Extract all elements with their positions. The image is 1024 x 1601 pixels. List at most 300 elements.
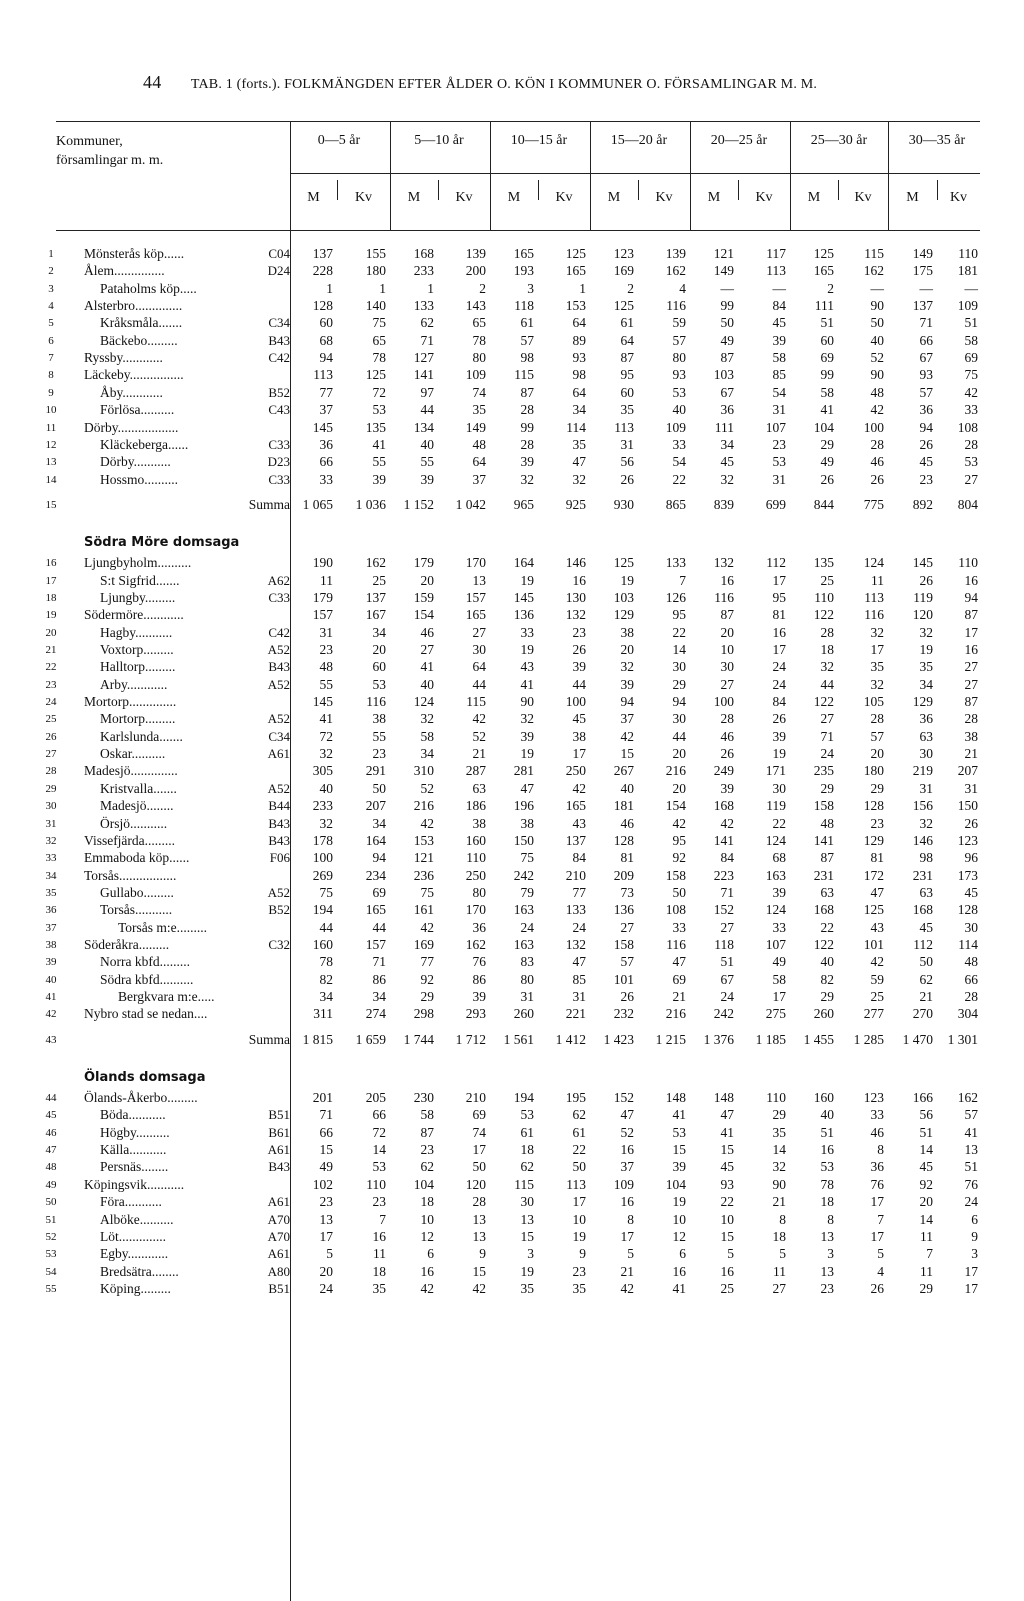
value-cell: 67 <box>720 971 734 987</box>
value-cell: 57 <box>964 1107 978 1123</box>
value-cell: 75 <box>372 315 386 331</box>
value-cell: 83 <box>520 954 534 970</box>
value-cell: 32 <box>870 624 884 640</box>
place-name: Mönsterås köp...... <box>84 246 185 261</box>
value-cell: 20 <box>420 572 434 588</box>
value-cell: 62 <box>420 1159 434 1175</box>
value-cell: 23 <box>372 1194 386 1210</box>
value-cell: 53 <box>372 402 386 418</box>
value-cell: 73 <box>620 884 634 900</box>
value-cell: 1 712 <box>455 1031 486 1047</box>
value-cell: 16 <box>964 572 978 588</box>
value-cell: 45 <box>964 884 978 900</box>
place-name: S:t Sigfrid....... <box>100 572 180 588</box>
value-cell: 102 <box>312 1176 333 1192</box>
table-row <box>0 936 1024 954</box>
table-row <box>0 953 1024 971</box>
value-cell: 59 <box>672 315 686 331</box>
value-cell: 166 <box>912 1090 933 1106</box>
value-cell: 42 <box>572 780 586 796</box>
value-cell: 31 <box>620 436 634 452</box>
value-cell: 114 <box>566 419 586 435</box>
value-cell: 162 <box>863 263 884 279</box>
value-cell: 24 <box>720 989 734 1004</box>
value-cell: 10 <box>420 1211 434 1227</box>
row-number: 7 <box>48 352 54 365</box>
value-cell: 16 <box>720 1263 734 1279</box>
value-cell: 210 <box>465 1090 486 1106</box>
sex-header-m: M <box>707 190 721 205</box>
value-cell: 44 <box>372 919 386 935</box>
value-cell: 125 <box>613 298 634 314</box>
value-cell: 169 <box>613 263 634 279</box>
value-cell: 22 <box>720 1194 734 1210</box>
value-cell: 145 <box>513 589 534 605</box>
value-cell: 26 <box>572 642 586 657</box>
value-cell: 30 <box>720 659 734 675</box>
value-cell: 34 <box>372 815 386 831</box>
value-cell: 16 <box>620 1194 634 1210</box>
value-cell: 109 <box>665 419 686 435</box>
value-cell: 43 <box>520 659 534 675</box>
value-cell: 133 <box>665 555 686 571</box>
value-cell: 30 <box>672 659 686 675</box>
value-cell: 92 <box>672 850 686 866</box>
value-cell: 32 <box>520 711 534 727</box>
value-cell: 1 744 <box>403 1031 434 1047</box>
value-cell: 113 <box>313 367 333 383</box>
place-name: Kristvalla....... <box>100 780 177 796</box>
value-cell: 33 <box>870 1107 884 1123</box>
value-cell: 55 <box>372 454 386 470</box>
value-cell: 17 <box>772 642 786 657</box>
value-cell: 21 <box>919 989 933 1004</box>
value-cell: 28 <box>870 711 884 727</box>
parish-code: B51 <box>268 1107 290 1123</box>
place-name: Ålem............... <box>84 263 165 279</box>
value-cell: 77 <box>420 954 434 970</box>
value-cell: 169 <box>413 936 434 952</box>
value-cell: 32 <box>919 624 933 640</box>
place-name: Persnäs........ <box>100 1159 169 1175</box>
value-cell: 45 <box>572 711 586 727</box>
table-row <box>0 728 1024 746</box>
value-cell: 13 <box>820 1263 834 1279</box>
value-cell: 92 <box>420 971 434 987</box>
row-number: 5 <box>48 317 54 330</box>
value-cell: 6 <box>971 1211 978 1227</box>
value-cell: 42 <box>720 815 734 831</box>
value-cell: 45 <box>720 454 734 470</box>
row-number: 27 <box>45 748 57 761</box>
value-cell: 54 <box>772 384 786 400</box>
value-cell: 26 <box>820 471 834 487</box>
table-row <box>0 384 1024 402</box>
value-cell: 118 <box>714 936 734 952</box>
value-cell: 41 <box>520 676 534 692</box>
value-cell: 277 <box>863 1006 884 1022</box>
row-number: 29 <box>45 782 57 795</box>
value-cell: 190 <box>312 555 333 571</box>
value-cell: 37 <box>472 471 486 487</box>
sex-rule <box>438 180 439 200</box>
value-cell: 287 <box>465 763 486 779</box>
value-cell: 112 <box>766 555 786 571</box>
parish-code: D24 <box>267 263 290 279</box>
group-rule <box>690 121 691 231</box>
value-cell: 157 <box>365 936 386 952</box>
value-cell: 235 <box>813 763 834 779</box>
value-cell: 163 <box>765 867 786 883</box>
value-cell: 99 <box>720 298 734 314</box>
value-cell: 26 <box>720 746 734 762</box>
table-row <box>0 1124 1024 1142</box>
sex-rule <box>937 180 938 200</box>
value-cell: 54 <box>672 454 686 470</box>
row-number: 21 <box>45 644 57 656</box>
value-cell: 865 <box>665 496 686 512</box>
value-cell: 53 <box>672 384 686 400</box>
value-cell: 44 <box>472 676 486 692</box>
value-cell: 24 <box>520 919 534 935</box>
group-rule <box>888 121 889 231</box>
value-cell: 14 <box>372 1142 386 1158</box>
value-cell: 230 <box>413 1090 434 1106</box>
value-cell: 145 <box>312 694 333 710</box>
place-name: Söderåkra......... <box>84 936 170 952</box>
row-number: 30 <box>45 800 57 813</box>
value-cell: 219 <box>912 763 933 779</box>
value-cell: 42 <box>420 815 434 831</box>
parish-code: C33 <box>268 589 290 605</box>
value-cell: 154 <box>665 798 686 814</box>
value-cell: 165 <box>365 902 386 918</box>
value-cell: 39 <box>620 676 634 692</box>
value-cell: 20 <box>672 746 686 762</box>
row-number: 48 <box>45 1161 57 1174</box>
value-cell: 2 <box>479 280 486 296</box>
value-cell: 69 <box>820 350 834 366</box>
table-row <box>0 762 1024 780</box>
value-cell: 110 <box>814 589 834 605</box>
value-cell: 23 <box>919 471 933 487</box>
sex-header-kv: Kv <box>455 190 473 205</box>
value-cell: 28 <box>964 436 978 452</box>
value-cell: 168 <box>413 246 434 261</box>
value-cell: 2 <box>827 280 834 296</box>
value-cell: 236 <box>413 867 434 883</box>
value-cell: 40 <box>820 1107 834 1123</box>
value-cell: 9 <box>479 1246 486 1262</box>
value-cell: 51 <box>964 315 978 331</box>
stub-header-line1: Kommuner, <box>56 134 123 149</box>
value-cell: 32 <box>520 471 534 487</box>
value-cell: 35 <box>620 402 634 418</box>
value-cell: 87 <box>420 1124 434 1140</box>
table-row <box>0 1228 1024 1246</box>
row-number: 37 <box>45 921 57 934</box>
value-cell: 148 <box>713 1090 734 1106</box>
value-cell: 157 <box>465 589 486 605</box>
value-cell: 71 <box>420 332 434 348</box>
row-number: 10 <box>45 404 57 417</box>
value-cell: 41 <box>672 1107 686 1123</box>
value-cell: 19 <box>520 572 534 588</box>
value-cell: 84 <box>772 694 786 710</box>
value-cell: 28 <box>964 989 978 1004</box>
value-cell: 24 <box>772 659 786 675</box>
value-cell: 28 <box>820 624 834 640</box>
value-cell: 111 <box>814 298 834 314</box>
value-cell: 87 <box>964 607 978 623</box>
value-cell: 242 <box>513 867 534 883</box>
value-cell: 35 <box>919 659 933 675</box>
value-cell: 21 <box>472 746 486 762</box>
value-cell: 132 <box>565 607 586 623</box>
value-cell: 80 <box>672 350 686 366</box>
value-cell: 75 <box>520 850 534 866</box>
place-name: Dörby........... <box>100 454 171 470</box>
row-number: 28 <box>45 765 57 778</box>
value-cell: 25 <box>820 572 834 588</box>
place-name: Köpingsvik........... <box>84 1176 185 1192</box>
table-row <box>0 606 1024 624</box>
value-cell: 23 <box>572 624 586 640</box>
value-cell: 304 <box>957 1006 978 1022</box>
value-cell: 31 <box>772 471 786 487</box>
value-cell: 195 <box>565 1090 586 1106</box>
value-cell: 16 <box>572 572 586 588</box>
value-cell: 124 <box>413 694 434 710</box>
row-number: 9 <box>48 386 54 399</box>
row-number: 18 <box>45 591 57 604</box>
value-cell: 19 <box>520 642 534 657</box>
value-cell: 89 <box>572 332 586 348</box>
value-cell: 125 <box>863 902 884 918</box>
value-cell: 29 <box>772 1107 786 1123</box>
value-cell: 10 <box>720 642 734 657</box>
value-cell: 39 <box>772 728 786 744</box>
parish-code: B43 <box>268 815 290 831</box>
value-cell: 13 <box>820 1228 834 1244</box>
value-cell: 153 <box>413 832 434 848</box>
value-cell: 86 <box>372 971 386 987</box>
value-cell: 233 <box>413 263 434 279</box>
value-cell: 26 <box>620 989 634 1004</box>
table-row <box>0 693 1024 711</box>
value-cell: 16 <box>964 642 978 657</box>
value-cell: 120 <box>912 607 933 623</box>
value-cell: 18 <box>820 642 834 657</box>
value-cell: 38 <box>472 815 486 831</box>
value-cell: 39 <box>572 659 586 675</box>
parish-code: C04 <box>268 246 290 261</box>
value-cell: 159 <box>413 589 434 605</box>
place-name: Halltorp......... <box>100 659 176 675</box>
section-heading: Södra Möre domsaga <box>84 535 240 551</box>
value-cell: 62 <box>520 1159 534 1175</box>
value-cell: 113 <box>864 589 884 605</box>
value-cell: 141 <box>413 367 434 383</box>
table-row <box>0 1106 1024 1124</box>
row-number: 8 <box>48 369 54 382</box>
value-cell: — <box>964 280 978 296</box>
value-cell: 1 042 <box>455 496 486 512</box>
value-cell: 171 <box>765 763 786 779</box>
place-name: Läckeby................ <box>84 367 184 383</box>
value-cell: 24 <box>964 1194 978 1210</box>
row-number: 25 <box>45 713 57 726</box>
value-cell: 13 <box>472 1228 486 1244</box>
table-row <box>0 1193 1024 1211</box>
table-row <box>0 332 1024 350</box>
value-cell: 43 <box>572 815 586 831</box>
value-cell: 48 <box>964 954 978 970</box>
value-cell: 200 <box>465 263 486 279</box>
value-cell: 42 <box>420 919 434 935</box>
value-cell: 53 <box>520 1107 534 1123</box>
value-cell: 172 <box>863 867 884 883</box>
value-cell: 14 <box>772 1142 786 1158</box>
value-cell: 1 036 <box>355 496 386 512</box>
value-cell: 38 <box>572 728 586 744</box>
value-cell: 181 <box>957 263 978 279</box>
value-cell: 123 <box>863 1090 884 1106</box>
value-cell: 137 <box>565 832 586 848</box>
value-cell: 216 <box>665 1006 686 1022</box>
value-cell: 34 <box>919 676 933 692</box>
value-cell: 19 <box>919 642 933 657</box>
value-cell: 30 <box>919 746 933 762</box>
value-cell: 52 <box>870 350 884 366</box>
value-cell: 126 <box>665 589 686 605</box>
value-cell: 173 <box>957 867 978 883</box>
value-cell: 71 <box>820 728 834 744</box>
row-number: 45 <box>45 1109 57 1122</box>
value-cell: 40 <box>672 402 686 418</box>
table-row <box>0 1211 1024 1229</box>
value-cell: 141 <box>713 832 734 848</box>
table-row <box>0 1280 1024 1298</box>
table-row <box>0 554 1024 572</box>
value-cell: 17 <box>772 572 786 588</box>
value-cell: 75 <box>319 884 333 900</box>
value-cell: 34 <box>372 989 386 1004</box>
value-cell: 137 <box>912 298 933 314</box>
value-cell: 87 <box>620 350 634 366</box>
value-cell: 1 301 <box>947 1031 978 1047</box>
value-cell: 5 <box>627 1246 634 1262</box>
value-cell: 270 <box>912 1006 933 1022</box>
table-row <box>0 815 1024 833</box>
table-row <box>0 1176 1024 1194</box>
value-cell: 48 <box>472 436 486 452</box>
value-cell: 17 <box>319 1228 333 1244</box>
value-cell: 40 <box>420 436 434 452</box>
value-cell: 207 <box>365 798 386 814</box>
sex-header-kv: Kv <box>655 190 673 205</box>
value-cell: 152 <box>713 902 734 918</box>
value-cell: 15 <box>720 1142 734 1158</box>
value-cell: 20 <box>372 642 386 657</box>
page-number: 44 <box>143 72 162 92</box>
parish-code: B51 <box>268 1280 290 1296</box>
value-cell: 181 <box>613 798 634 814</box>
value-cell: 1 185 <box>755 1031 786 1047</box>
value-cell: 22 <box>820 919 834 935</box>
value-cell: 27 <box>720 919 734 935</box>
value-cell: 164 <box>513 555 534 571</box>
value-cell: 21 <box>964 746 978 762</box>
value-cell: 892 <box>912 496 933 512</box>
value-cell: 32 <box>919 815 933 831</box>
value-cell: 221 <box>565 1006 586 1022</box>
value-cell: 163 <box>513 902 534 918</box>
value-cell: 48 <box>820 815 834 831</box>
value-cell: 125 <box>813 246 834 261</box>
value-cell: 41 <box>319 711 333 727</box>
table-row <box>0 496 1024 514</box>
parish-code: C34 <box>268 315 290 331</box>
value-cell: 310 <box>413 763 434 779</box>
value-cell: 128 <box>312 298 333 314</box>
value-cell: 53 <box>772 454 786 470</box>
value-cell: 36 <box>919 711 933 727</box>
value-cell: 58 <box>820 384 834 400</box>
value-cell: 42 <box>620 1280 634 1296</box>
sex-header-m: M <box>307 190 320 205</box>
value-cell: 94 <box>919 419 933 435</box>
value-cell: 29 <box>820 436 834 452</box>
value-cell: 77 <box>572 884 586 900</box>
place-name: Gullabo......... <box>100 884 174 900</box>
value-cell: 158 <box>813 798 834 814</box>
group-rule <box>390 121 391 231</box>
value-cell: — <box>720 280 734 296</box>
table-row <box>0 1031 1024 1049</box>
value-cell: 29 <box>672 676 686 692</box>
value-cell: 42 <box>672 815 686 831</box>
value-cell: 24 <box>820 746 834 762</box>
value-cell: 57 <box>620 954 634 970</box>
value-cell: 8 <box>779 1211 786 1227</box>
value-cell: 64 <box>472 454 486 470</box>
value-cell: 162 <box>957 1090 978 1106</box>
value-cell: 55 <box>319 676 333 692</box>
value-cell: 3 <box>527 1246 534 1262</box>
value-cell: 41 <box>420 659 434 675</box>
value-cell: 17 <box>870 1194 884 1210</box>
value-cell: 30 <box>772 780 786 796</box>
table-row <box>0 641 1024 659</box>
value-cell: 48 <box>319 659 333 675</box>
value-cell: 39 <box>420 471 434 487</box>
value-cell: 66 <box>964 971 978 987</box>
value-cell: 119 <box>766 798 786 814</box>
value-cell: 22 <box>772 815 786 831</box>
value-cell: 699 <box>765 496 786 512</box>
place-name: Ljungbyholm.......... <box>84 555 192 571</box>
place-name: Bäckebo......... <box>100 332 178 348</box>
value-cell: 156 <box>912 798 933 814</box>
value-cell: 12 <box>420 1228 434 1244</box>
row-number: 2 <box>48 265 54 278</box>
value-cell: 49 <box>820 454 834 470</box>
value-cell: 135 <box>813 555 834 571</box>
value-cell: 305 <box>312 763 333 779</box>
value-cell: 57 <box>919 384 933 400</box>
table-row <box>0 780 1024 798</box>
